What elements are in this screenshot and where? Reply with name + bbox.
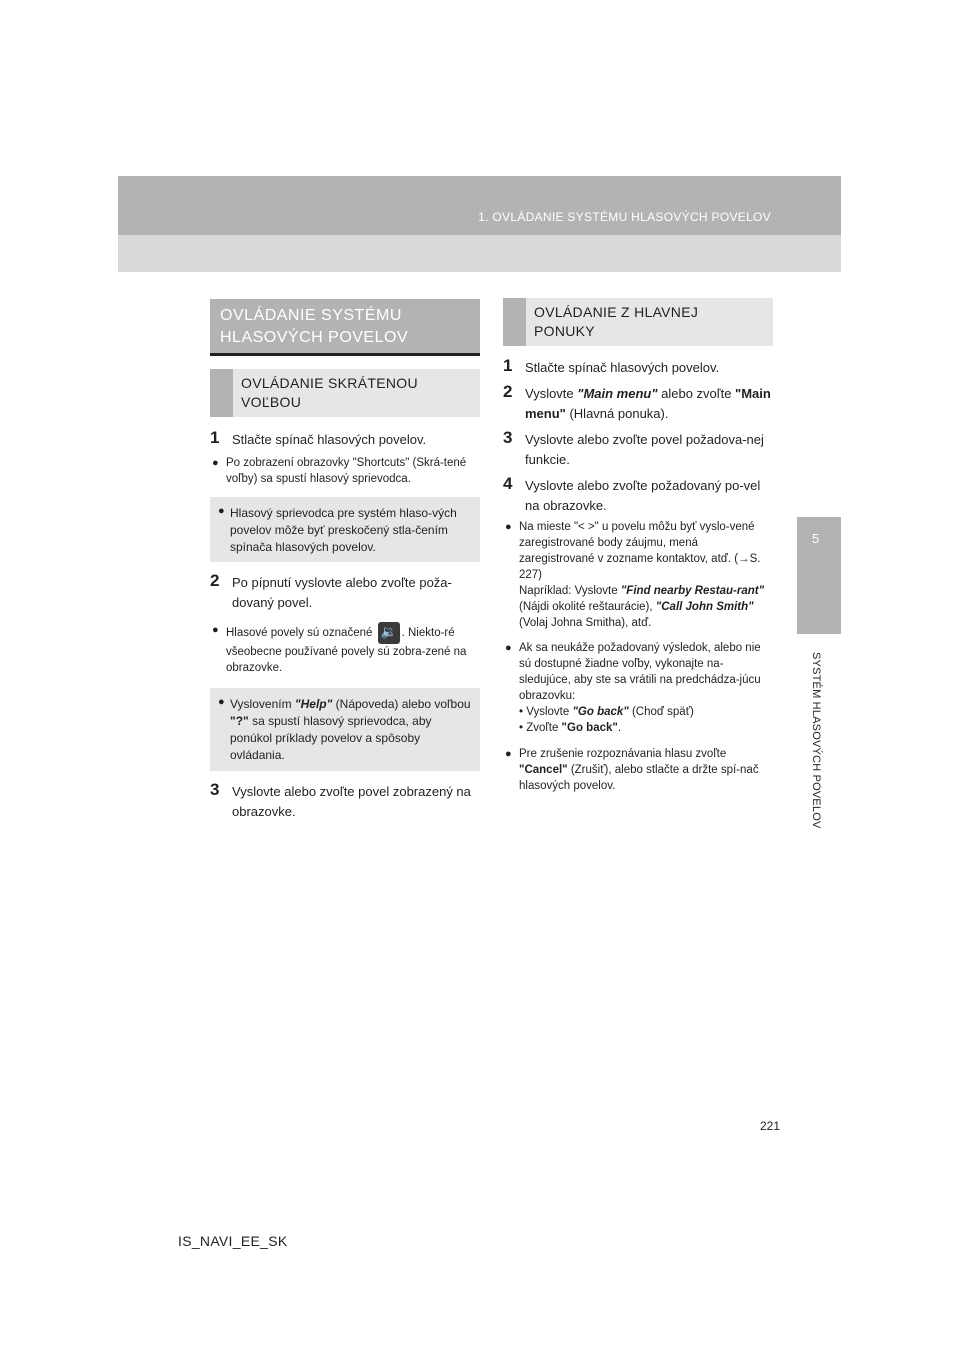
page-number: 221 xyxy=(760,1119,781,1133)
step-1-right xyxy=(503,358,773,378)
step-2-left xyxy=(210,573,480,613)
bullet-text-d: (Volaj Johna Smitha), atď. xyxy=(519,617,652,629)
note-text-c: sa spustí hlasový sprievodca, aby ponúkol príklady povelov a spôsoby ovládania. xyxy=(230,714,432,762)
bullet-voice-commands xyxy=(212,622,480,676)
page-header-band xyxy=(118,176,841,235)
chapter-number: 5 xyxy=(812,531,820,546)
bullet-shortcuts xyxy=(212,455,480,487)
bullet-icon: ● xyxy=(218,696,225,708)
sub-item-text-a: • Vyslovte xyxy=(519,706,570,718)
bullet-cancel xyxy=(505,746,773,794)
bullet-icon: ● xyxy=(212,624,219,636)
step-4-right xyxy=(503,476,773,516)
go-back-button: "Go back" xyxy=(561,722,618,734)
step-text: Stlačte spínač hlasových povelov. xyxy=(232,432,427,447)
main-menu-button: "Main menu" xyxy=(525,386,771,421)
step-number: 2 xyxy=(503,382,513,401)
bullet-text-b: . Niekto-ré všeobecne používané povely sú zobra-zené na obrazovke. xyxy=(226,627,467,674)
note-question-button: "?" xyxy=(230,714,249,728)
bullet-text: Ak sa neukáže požadovaný výsledok, alebo nie sú dostupné žiadne voľby, vykonajte na-sledujúce, aby ste sa vrátili na predchádza-júcu obrazovku: xyxy=(519,642,761,702)
subsection-title-line1: OVLÁDANIE SKRÁTENOU xyxy=(241,375,418,391)
step-number: 4 xyxy=(503,474,513,493)
sub-item-text-a: • Zvoľte xyxy=(519,722,559,734)
sub-item-text-b: . xyxy=(617,722,622,734)
bullet-icon: ● xyxy=(505,748,512,760)
bullet-go-back xyxy=(505,640,773,736)
chapter-side-label: SYSTÉM HLASOVÝCH POVELOV xyxy=(810,652,822,829)
bullet-text-b: (Zrušiť), alebo stlačte a držte spí-nač hlasových povelov. xyxy=(519,764,759,792)
step-2-right xyxy=(503,384,773,424)
bullet-text-a: Pre zrušenie rozpoznávania hlasu zvoľte xyxy=(519,748,727,760)
call-john-command: "Call John Smith" xyxy=(655,601,754,613)
bullet-text-b: Napríklad: Vyslovte xyxy=(519,585,618,597)
subsection-bar xyxy=(210,369,233,417)
step-text: Vyslovte alebo zvoľte povel zobrazený na obrazovke. xyxy=(232,784,471,819)
step-text-a: Vyslovte xyxy=(525,386,574,401)
document-id: IS_NAVI_EE_SK xyxy=(178,1233,288,1249)
bullet-text-c: (Nájdi okolité reštaurácie), xyxy=(519,601,653,613)
main-menu-command: "Main menu" xyxy=(577,386,658,401)
note-box-2 xyxy=(210,688,480,771)
step-text: Vyslovte alebo zvoľte požadovaný po-vel na obrazovke. xyxy=(525,478,761,513)
note-text-a: Vyslovením xyxy=(230,697,292,711)
subsection-title-line2: PONUKY xyxy=(534,323,595,339)
step-1-left xyxy=(210,430,480,450)
voice-command-icon: 🔉 xyxy=(378,622,400,644)
bullet-icon: ● xyxy=(505,521,512,533)
step-text: Po pípnutí vyslovte alebo zvoľte poža-dovaný povel. xyxy=(232,575,452,610)
bullet-icon: ● xyxy=(212,457,219,469)
step-text-c: (Hlavná ponuka). xyxy=(569,406,669,421)
note-help-command: "Help" xyxy=(294,697,333,711)
step-text: Vyslovte alebo zvoľte povel požadova-nej funkcie. xyxy=(525,432,764,467)
step-number: 2 xyxy=(210,571,220,590)
sub-item-text-b: (Choď späť) xyxy=(631,706,694,718)
step-text-b: alebo zvoľte xyxy=(661,386,732,401)
step-3-left xyxy=(210,782,480,822)
page-header xyxy=(118,176,841,272)
section-title xyxy=(210,299,480,356)
step-number: 3 xyxy=(210,780,220,799)
step-number: 1 xyxy=(503,356,513,375)
step-number: 1 xyxy=(210,428,220,447)
subsection-title-shortcuts xyxy=(210,369,480,417)
subsection-title-line2: VOĽBOU xyxy=(241,394,302,410)
bullet-text: Po zobrazení obrazovky "Shortcuts" (Skrá-tené voľby) sa spustí hlasový sprievodca. xyxy=(226,457,467,485)
step-text: Stlačte spínač hlasových povelov. xyxy=(525,360,720,375)
chapter-title: 1. OVLÁDANIE SYSTÉMU HLASOVÝCH POVELOV xyxy=(478,210,771,224)
section-title-line2: HLASOVÝCH POVELOV xyxy=(220,329,409,346)
go-back-command: "Go back" xyxy=(572,706,629,718)
note-box-1 xyxy=(210,497,480,562)
subsection-bar xyxy=(503,298,526,346)
bullet-icon: ● xyxy=(218,505,225,517)
step-3-right xyxy=(503,430,773,470)
bullet-text-a: Hlasové povely sú označené xyxy=(226,627,373,640)
find-restaurant-command: "Find nearby Restau-rant" xyxy=(620,585,765,597)
subsection-title-main-menu xyxy=(503,298,773,346)
note-text: Hlasový sprievodca pre systém hlaso-vých povelov môže byť preskočený stla-čením spínača hlasových povelov. xyxy=(230,506,457,554)
bullet-text-a: Na mieste "< >" u povelu môžu byť vyslo-vené zaregistrované body záujmu, mená zaregistrované v zozname kontaktov, atď. (→S. 227) xyxy=(519,521,761,581)
section-title-line1: OVLÁDANIE SYSTÉMU xyxy=(220,307,402,324)
bullet-icon: ● xyxy=(505,642,512,654)
note-text-b: (Nápoveda) alebo voľbou xyxy=(335,697,471,711)
step-number: 3 xyxy=(503,428,513,447)
subsection-title-line1: OVLÁDANIE Z HLAVNEJ xyxy=(534,304,699,320)
bullet-placeholders xyxy=(505,519,773,631)
cancel-button: "Cancel" xyxy=(519,764,568,776)
